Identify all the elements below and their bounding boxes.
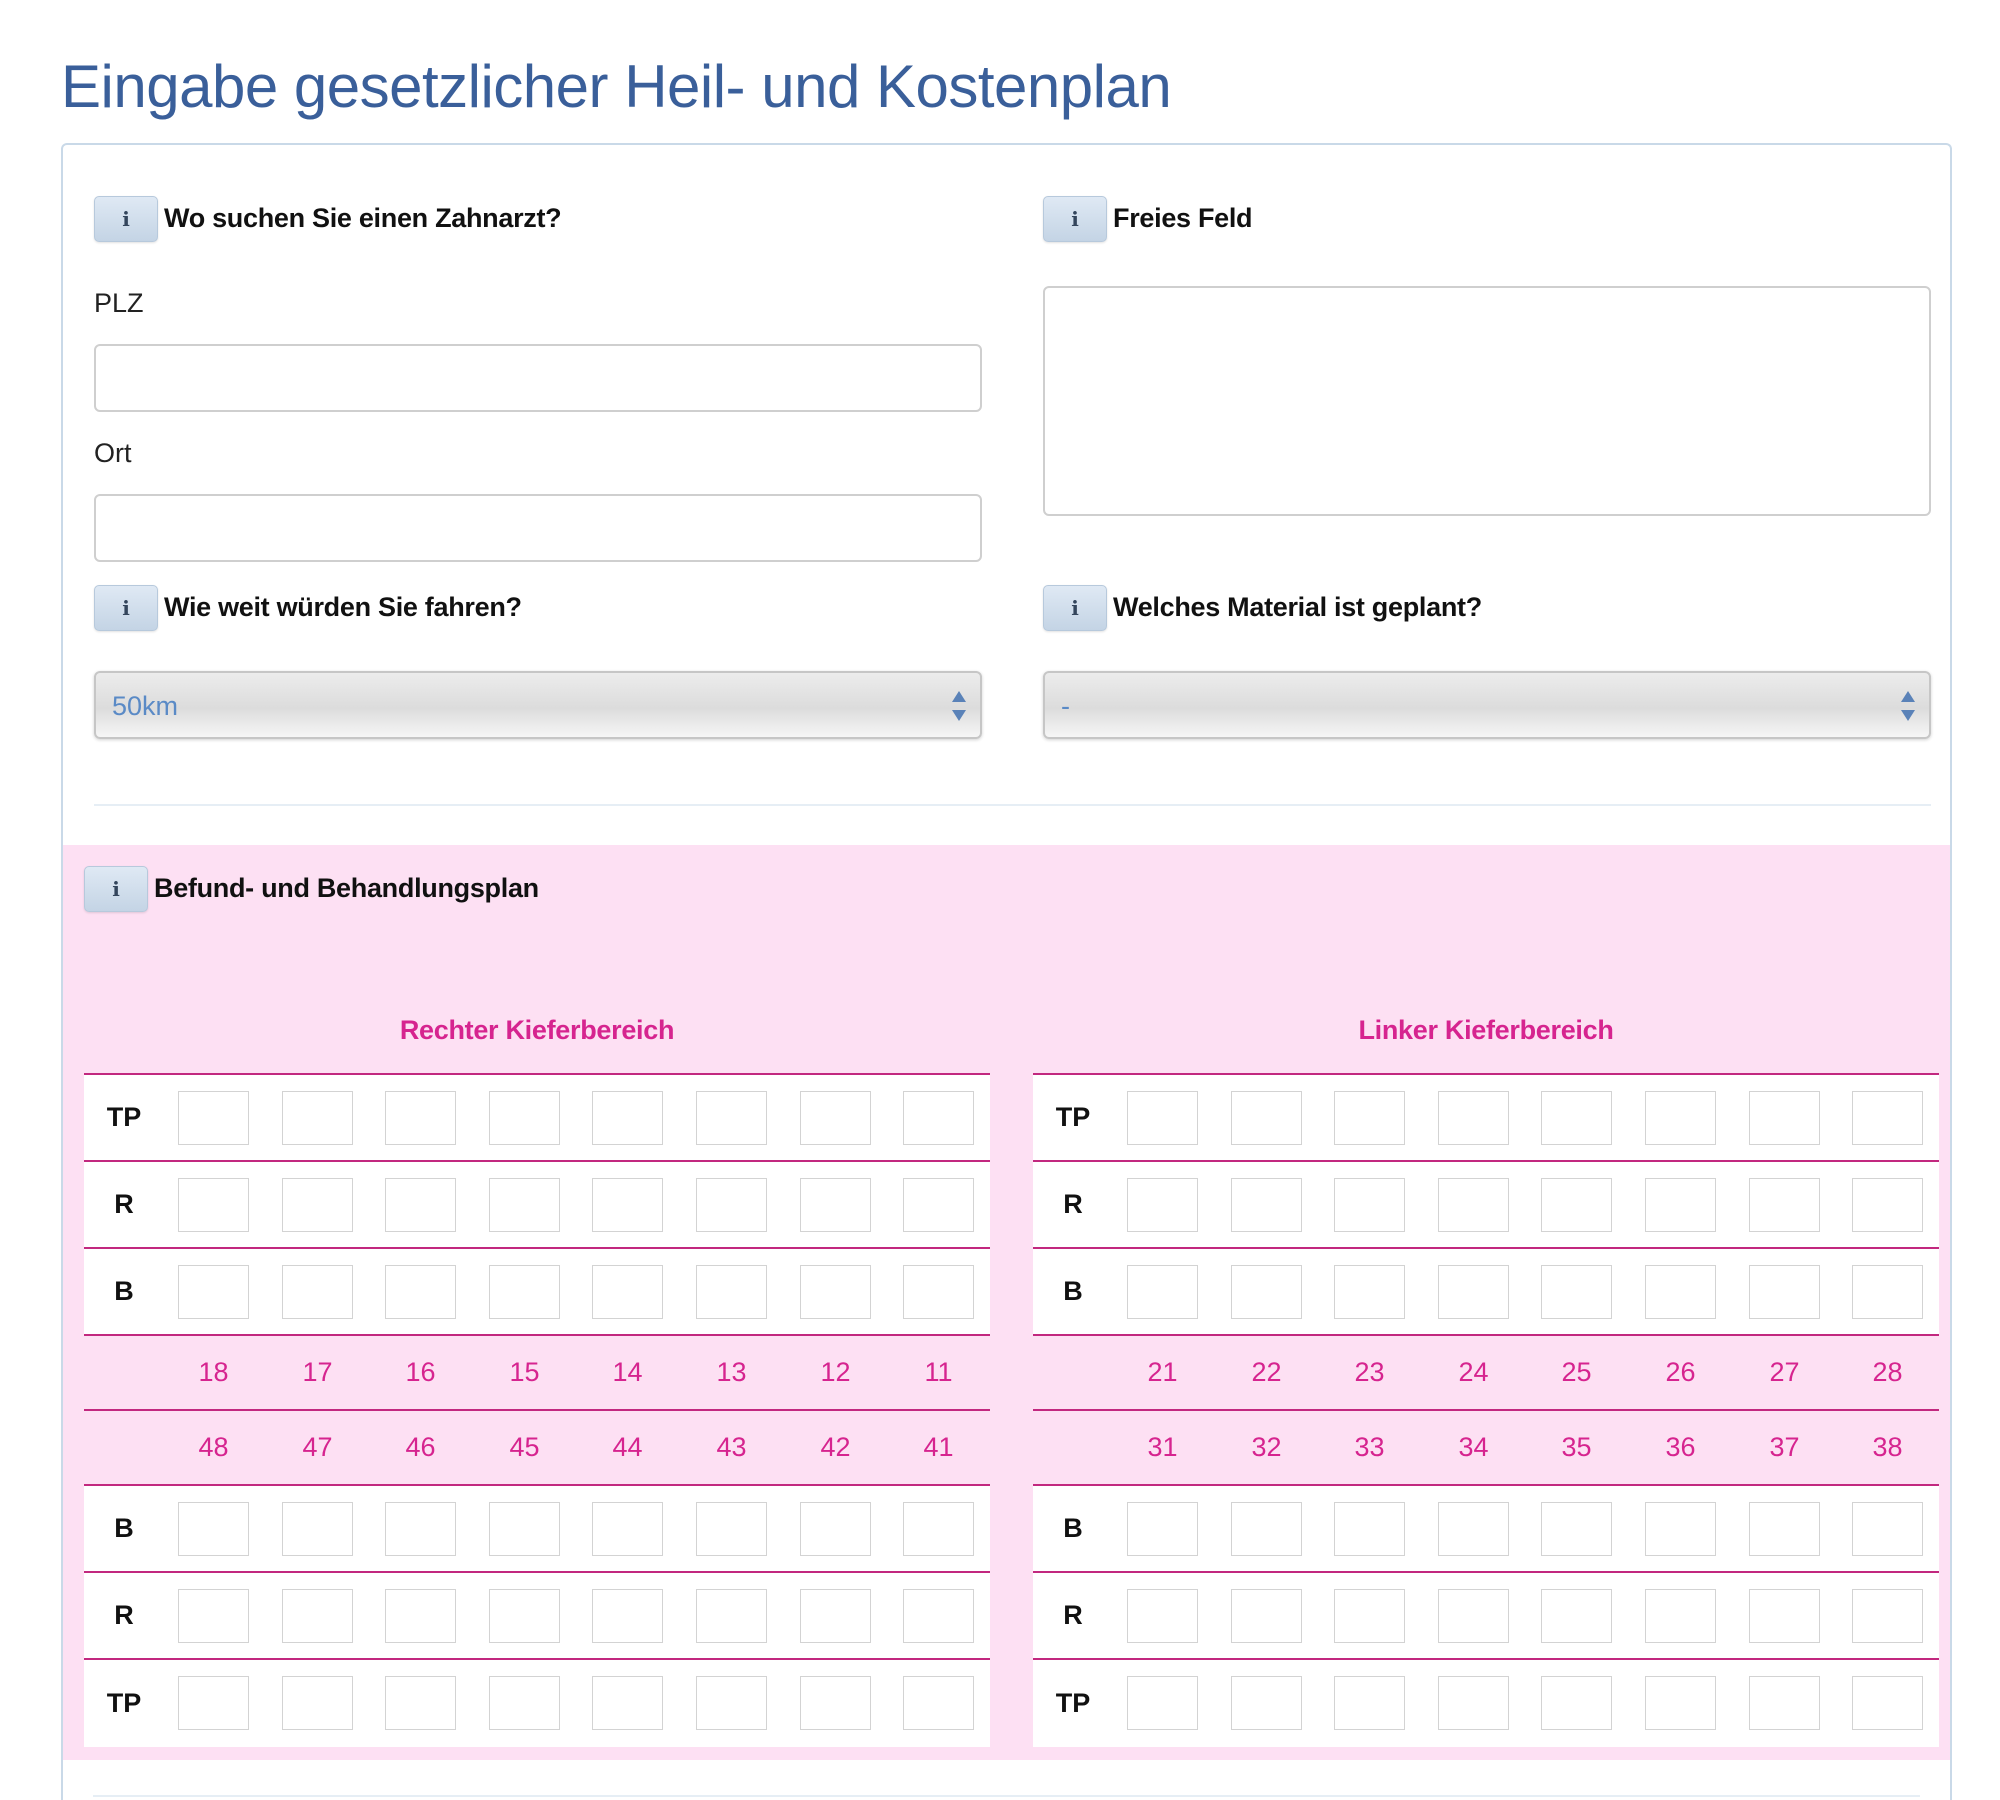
tooth-cell-input[interactable]	[1541, 1178, 1612, 1232]
tooth-number: 18	[198, 1357, 229, 1387]
tooth-input-row	[1033, 1162, 1939, 1249]
tooth-cell-input[interactable]	[385, 1265, 456, 1319]
tooth-cell-input[interactable]	[1438, 1265, 1509, 1319]
tooth-cell-input[interactable]	[489, 1265, 560, 1319]
tooth-cell-input[interactable]	[1438, 1589, 1509, 1643]
tooth-cell-input[interactable]	[178, 1502, 249, 1556]
tooth-cell-input[interactable]	[178, 1589, 249, 1643]
tooth-cell-input[interactable]	[696, 1502, 767, 1556]
tooth-cell-input[interactable]	[696, 1091, 767, 1145]
tooth-cell-input[interactable]	[903, 1178, 974, 1232]
tooth-cell-input[interactable]	[282, 1676, 353, 1730]
tooth-number-row	[84, 1411, 990, 1486]
row-label: R	[114, 1600, 134, 1630]
tooth-cell-input[interactable]	[178, 1265, 249, 1319]
plz-label: PLZ	[94, 288, 144, 318]
tooth-cell-input[interactable]	[592, 1178, 663, 1232]
tooth-cell-input[interactable]	[282, 1091, 353, 1145]
tooth-cell-input[interactable]	[385, 1178, 456, 1232]
tooth-number: 27	[1769, 1357, 1800, 1387]
tooth-cell-input[interactable]	[696, 1178, 767, 1232]
plz-input[interactable]	[94, 344, 982, 412]
tooth-cell-input[interactable]	[1231, 1676, 1302, 1730]
tooth-cell-input[interactable]	[903, 1091, 974, 1145]
tooth-cell-input[interactable]	[385, 1589, 456, 1643]
tooth-cell-input[interactable]	[1334, 1178, 1405, 1232]
tooth-cell-input[interactable]	[903, 1589, 974, 1643]
tooth-cell-input[interactable]	[1852, 1589, 1923, 1643]
tooth-number: 33	[1354, 1432, 1385, 1462]
tooth-number: 22	[1251, 1357, 1282, 1387]
tooth-input-row	[1033, 1486, 1939, 1573]
tooth-number: 21	[1147, 1357, 1178, 1387]
info-icon: i	[112, 877, 120, 901]
select-arrows-icon	[1901, 691, 1915, 721]
treatment-plan-info-button[interactable]	[84, 866, 148, 912]
tooth-number-row	[1033, 1411, 1939, 1486]
tooth-cell-input[interactable]	[1438, 1091, 1509, 1145]
tooth-cell-input[interactable]	[1231, 1091, 1302, 1145]
tooth-input-row	[1033, 1075, 1939, 1162]
tooth-cell-input[interactable]	[282, 1265, 353, 1319]
tooth-cell-input[interactable]	[1334, 1265, 1405, 1319]
select-arrows-icon	[952, 691, 966, 721]
tooth-input-row	[84, 1573, 990, 1660]
tooth-input-row	[1033, 1573, 1939, 1660]
tooth-cell-input[interactable]	[592, 1265, 663, 1319]
tooth-cell-input[interactable]	[489, 1091, 560, 1145]
page-title: Eingabe gesetzlicher Heil- und Kostenplan	[61, 53, 1172, 120]
tooth-cell-input[interactable]	[1749, 1178, 1820, 1232]
tooth-cell-input[interactable]	[1645, 1265, 1716, 1319]
row-label: R	[1063, 1600, 1083, 1630]
row-label: B	[114, 1513, 134, 1543]
material-info-button[interactable]	[1043, 585, 1107, 631]
tooth-cell-input[interactable]	[1334, 1091, 1405, 1145]
treatment-plan-label: Befund- und Behandlungsplan	[154, 873, 539, 903]
tooth-cell-input[interactable]	[178, 1178, 249, 1232]
tooth-cell-input[interactable]	[696, 1265, 767, 1319]
tooth-number: 14	[612, 1357, 643, 1387]
material-select[interactable]	[1043, 671, 1931, 739]
tooth-cell-input[interactable]	[592, 1589, 663, 1643]
info-icon: i	[1071, 596, 1079, 620]
distance-select[interactable]	[94, 671, 982, 739]
tooth-cell-input[interactable]	[1852, 1676, 1923, 1730]
free-field-info-button[interactable]	[1043, 196, 1107, 242]
tooth-cell-input[interactable]	[1231, 1178, 1302, 1232]
tooth-cell-input[interactable]	[1541, 1091, 1612, 1145]
tooth-cell-input[interactable]	[800, 1178, 871, 1232]
tooth-number: 47	[302, 1432, 333, 1462]
tooth-cell-input[interactable]	[903, 1502, 974, 1556]
tooth-input-row	[84, 1660, 990, 1747]
material-label: Welches Material ist geplant?	[1113, 592, 1482, 622]
tooth-cell-input[interactable]	[696, 1676, 767, 1730]
tooth-cell-input[interactable]	[592, 1502, 663, 1556]
tooth-cell-input[interactable]	[1645, 1502, 1716, 1556]
tooth-cell-input[interactable]	[282, 1502, 353, 1556]
tooth-cell-input[interactable]	[1749, 1265, 1820, 1319]
tooth-cell-input[interactable]	[1852, 1178, 1923, 1232]
tooth-cell-input[interactable]	[1231, 1502, 1302, 1556]
tooth-number: 24	[1458, 1357, 1489, 1387]
tooth-number: 41	[923, 1432, 954, 1462]
tooth-cell-input[interactable]	[1541, 1265, 1612, 1319]
tooth-cell-input[interactable]	[800, 1502, 871, 1556]
tooth-cell-input[interactable]	[800, 1676, 871, 1730]
tooth-number: 38	[1872, 1432, 1903, 1462]
tooth-cell-input[interactable]	[1852, 1265, 1923, 1319]
search-location-label: Wo suchen Sie einen Zahnarzt?	[164, 203, 562, 233]
row-label: B	[114, 1276, 134, 1306]
distance-select-value: 50km	[112, 691, 179, 721]
tooth-number: 45	[509, 1432, 540, 1462]
tooth-cell-input[interactable]	[1438, 1676, 1509, 1730]
tooth-cell-input[interactable]	[1231, 1589, 1302, 1643]
tooth-cell-input[interactable]	[1127, 1589, 1198, 1643]
material-select-value: -	[1061, 691, 1070, 721]
tooth-cell-input[interactable]	[1334, 1676, 1405, 1730]
row-label: TP	[1055, 1688, 1091, 1718]
tooth-number: 44	[612, 1432, 643, 1462]
tooth-number: 17	[302, 1357, 333, 1387]
tooth-cell-input[interactable]	[489, 1178, 560, 1232]
left-jaw-table	[1033, 1073, 1939, 1747]
tooth-cell-input[interactable]	[696, 1589, 767, 1643]
left-jaw-title: Linker Kieferbereich	[1358, 1015, 1614, 1045]
tooth-number: 11	[924, 1357, 953, 1387]
tooth-cell-input[interactable]	[1127, 1676, 1198, 1730]
tooth-number: 37	[1769, 1432, 1800, 1462]
info-icon: i	[122, 207, 130, 231]
tooth-cell-input[interactable]	[1541, 1676, 1612, 1730]
tooth-number: 28	[1872, 1357, 1903, 1387]
row-label: TP	[106, 1102, 142, 1132]
tooth-number: 46	[405, 1432, 436, 1462]
ort-input[interactable]	[94, 494, 982, 562]
right-jaw-title: Rechter Kieferbereich	[399, 1015, 675, 1045]
tooth-number: 23	[1354, 1357, 1385, 1387]
tooth-number-row	[84, 1336, 990, 1411]
tooth-cell-input[interactable]	[592, 1091, 663, 1145]
tooth-cell-input[interactable]	[800, 1265, 871, 1319]
info-icon: i	[122, 596, 130, 620]
tooth-cell-input[interactable]	[903, 1676, 974, 1730]
tooth-cell-input[interactable]	[178, 1091, 249, 1145]
row-label: B	[1063, 1276, 1083, 1306]
tooth-cell-input[interactable]	[1645, 1178, 1716, 1232]
tooth-input-row	[84, 1162, 990, 1249]
tooth-cell-input[interactable]	[282, 1589, 353, 1643]
tooth-cell-input[interactable]	[903, 1265, 974, 1319]
right-jaw-table	[84, 1073, 990, 1747]
tooth-number: 31	[1147, 1432, 1178, 1462]
tooth-cell-input[interactable]	[1438, 1502, 1509, 1556]
tooth-input-row	[84, 1249, 990, 1336]
tooth-cell-input[interactable]	[489, 1676, 560, 1730]
tooth-cell-input[interactable]	[1749, 1091, 1820, 1145]
section-divider	[94, 804, 1931, 806]
tooth-cell-input[interactable]	[800, 1589, 871, 1643]
tooth-cell-input[interactable]	[1127, 1502, 1198, 1556]
tooth-cell-input[interactable]	[489, 1502, 560, 1556]
bottom-divider	[93, 1795, 1920, 1797]
tooth-cell-input[interactable]	[489, 1589, 560, 1643]
tooth-cell-input[interactable]	[282, 1178, 353, 1232]
tooth-cell-input[interactable]	[1852, 1091, 1923, 1145]
tooth-cell-input[interactable]	[1645, 1676, 1716, 1730]
tooth-number: 34	[1458, 1432, 1489, 1462]
info-icon: i	[1071, 207, 1079, 231]
form-panel	[61, 143, 1952, 1800]
tooth-cell-input[interactable]	[1541, 1589, 1612, 1643]
tooth-number: 26	[1665, 1357, 1696, 1387]
tooth-number-row	[1033, 1336, 1939, 1411]
ort-label: Ort	[94, 438, 132, 468]
tooth-input-row	[84, 1486, 990, 1573]
tooth-cell-input[interactable]	[1749, 1589, 1820, 1643]
tooth-cell-input[interactable]	[1645, 1589, 1716, 1643]
distance-label: Wie weit würden Sie fahren?	[164, 592, 522, 622]
tooth-cell-input[interactable]	[1749, 1676, 1820, 1730]
tooth-cell-input[interactable]	[1334, 1589, 1405, 1643]
tooth-number: 42	[820, 1432, 851, 1462]
tooth-number: 32	[1251, 1432, 1282, 1462]
tooth-cell-input[interactable]	[1438, 1178, 1509, 1232]
tooth-number: 15	[509, 1357, 540, 1387]
tooth-input-row	[1033, 1249, 1939, 1336]
tooth-cell-input[interactable]	[385, 1091, 456, 1145]
row-label: R	[114, 1189, 134, 1219]
treatment-plan-section	[63, 845, 1950, 1760]
tooth-cell-input[interactable]	[178, 1676, 249, 1730]
tooth-number: 36	[1665, 1432, 1696, 1462]
row-label: R	[1063, 1189, 1083, 1219]
tooth-cell-input[interactable]	[1645, 1091, 1716, 1145]
distance-info-button[interactable]	[94, 585, 158, 631]
tooth-cell-input[interactable]	[385, 1676, 456, 1730]
tooth-input-row	[84, 1075, 990, 1162]
tooth-cell-input[interactable]	[1127, 1178, 1198, 1232]
tooth-number: 12	[820, 1357, 851, 1387]
tooth-cell-input[interactable]	[1541, 1502, 1612, 1556]
tooth-cell-input[interactable]	[1334, 1502, 1405, 1556]
tooth-number: 16	[405, 1357, 436, 1387]
row-label: TP	[106, 1688, 142, 1718]
tooth-cell-input[interactable]	[1127, 1265, 1198, 1319]
tooth-cell-input[interactable]	[385, 1502, 456, 1556]
tooth-cell-input[interactable]	[1127, 1091, 1198, 1145]
tooth-cell-input[interactable]	[1231, 1265, 1302, 1319]
free-field-label: Freies Feld	[1113, 203, 1253, 233]
tooth-cell-input[interactable]	[1852, 1502, 1923, 1556]
row-label: B	[1063, 1513, 1083, 1543]
tooth-cell-input[interactable]	[592, 1676, 663, 1730]
tooth-number: 13	[716, 1357, 747, 1387]
tooth-number: 48	[198, 1432, 229, 1462]
tooth-number: 25	[1561, 1357, 1592, 1387]
tooth-cell-input[interactable]	[1749, 1502, 1820, 1556]
free-field-textarea[interactable]	[1043, 286, 1931, 516]
search-info-button[interactable]	[94, 196, 158, 242]
tooth-input-row	[1033, 1660, 1939, 1747]
tooth-number: 43	[716, 1432, 747, 1462]
row-label: TP	[1055, 1102, 1091, 1132]
tooth-cell-input[interactable]	[800, 1091, 871, 1145]
tooth-number: 35	[1561, 1432, 1592, 1462]
